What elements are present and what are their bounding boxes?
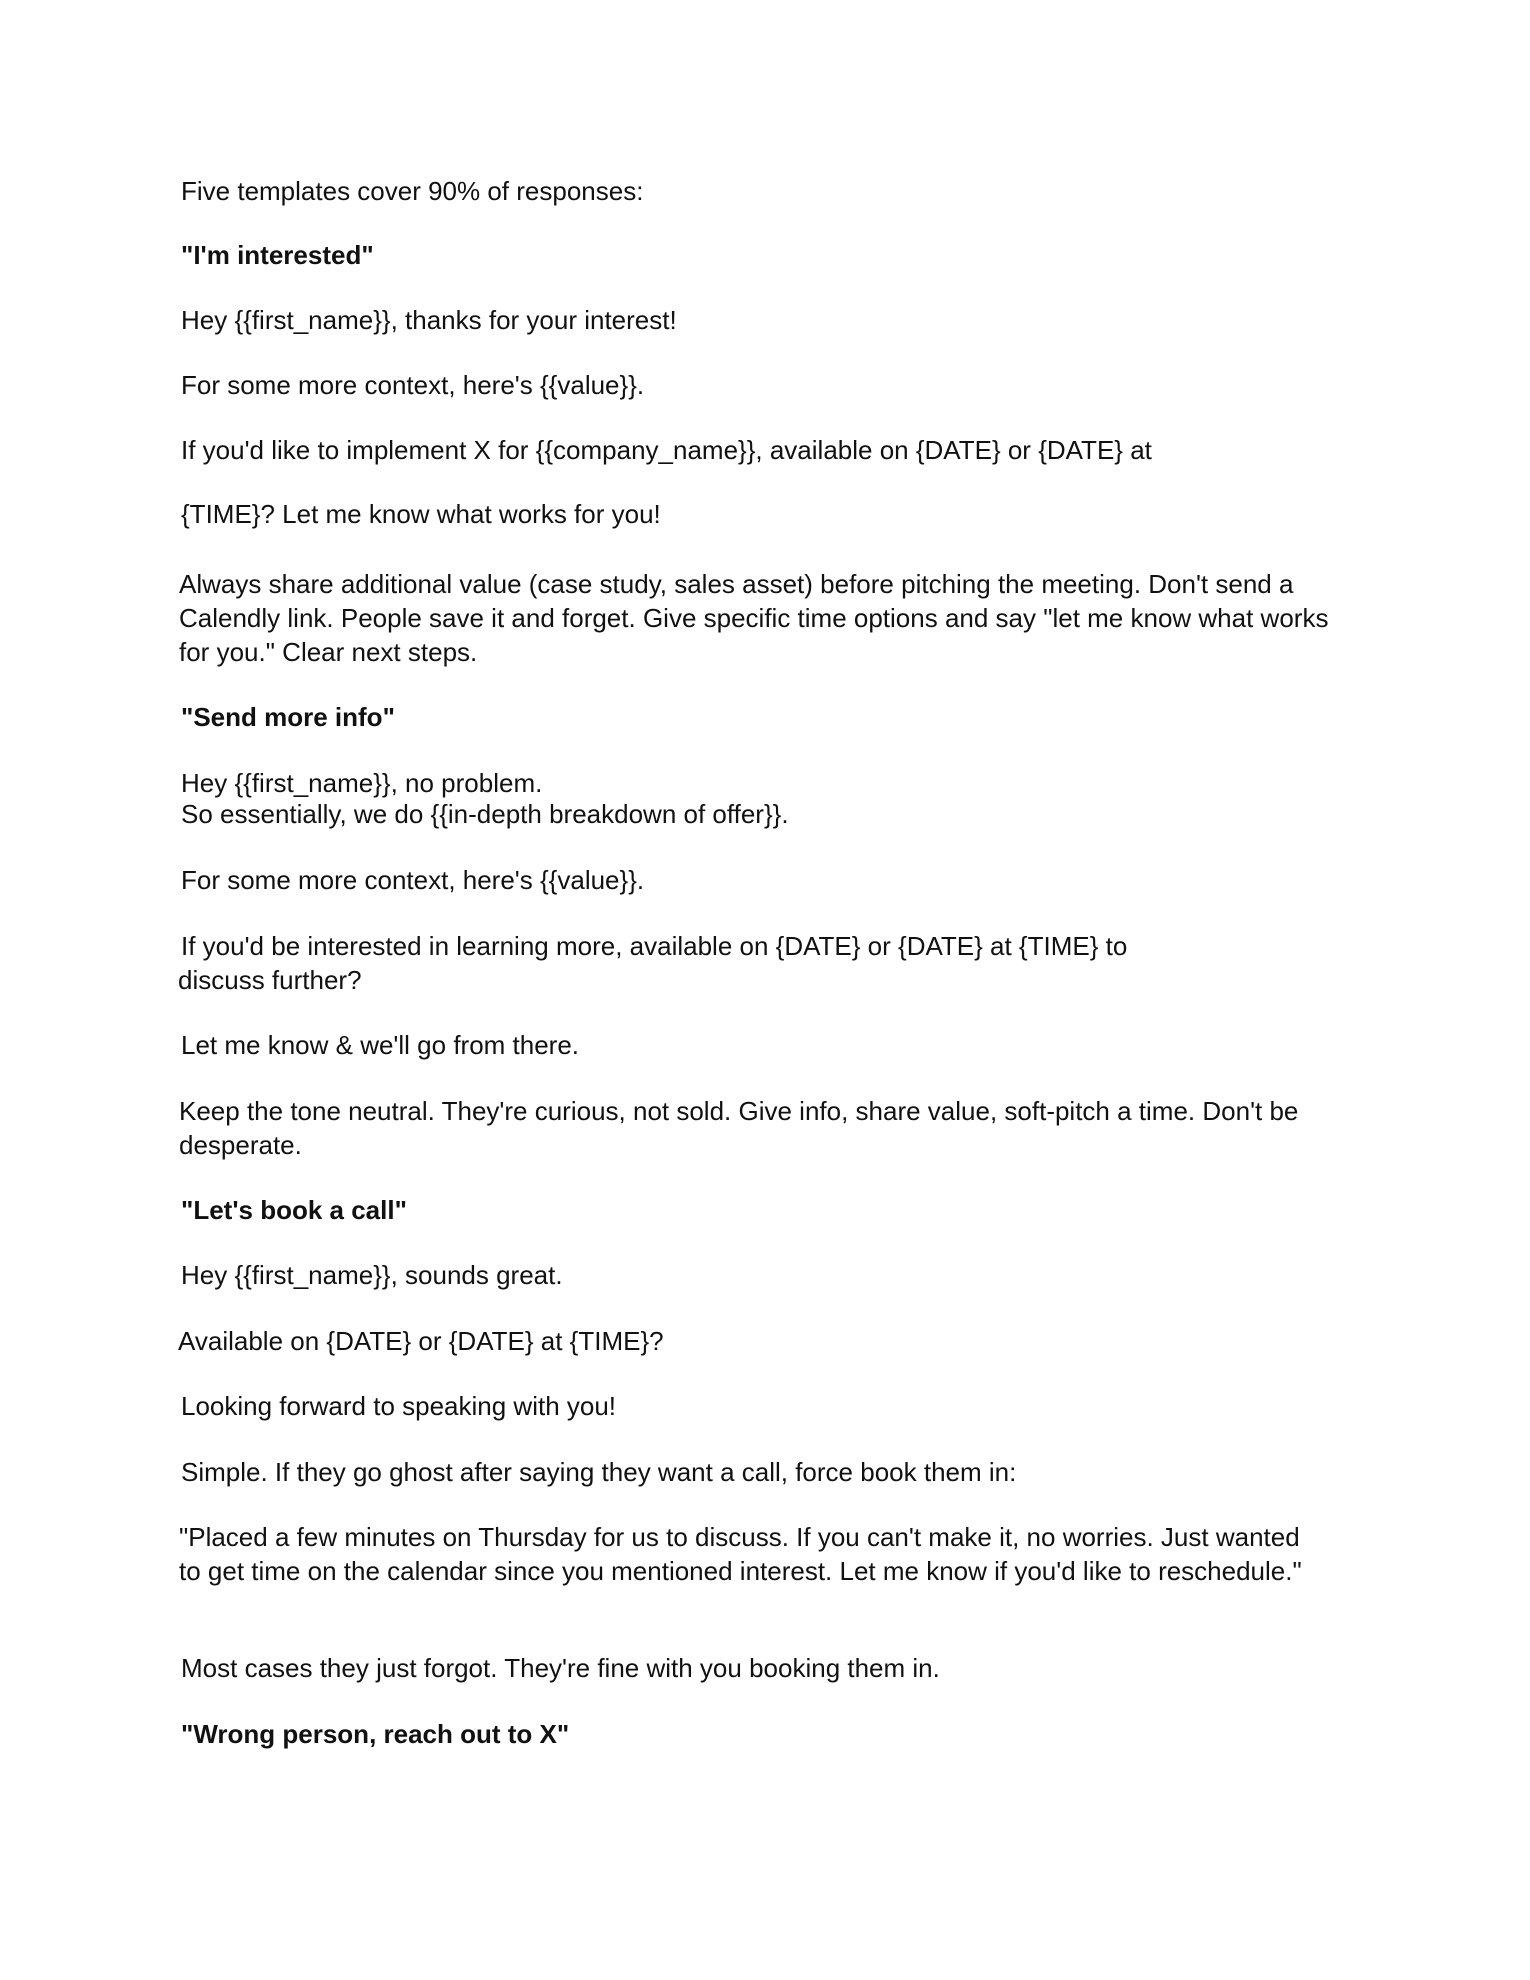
template-line: Hey {{first_name}}, thanks for your interest! bbox=[181, 305, 677, 335]
guidance-paragraph: Keep the tone neutral. They're curious, not sold. Give info, share value, soft-pitch a time. Don't be desperate. bbox=[179, 1096, 1299, 1160]
template-line: So essentially, we do {{in-depth breakdown of offer}}. bbox=[181, 799, 789, 829]
template-line: If you'd be interested in learning more, available on {DATE} or {DATE} at {TIME} to bbox=[181, 931, 1128, 961]
template-line: If you'd like to implement X for {{company_name}}, available on {DATE} or {DATE} at bbox=[181, 435, 1152, 465]
guidance-line: Most cases they just forgot. They're fine with you booking them in. bbox=[181, 1653, 940, 1683]
template-line: discuss further? bbox=[178, 965, 362, 995]
intro-text: Five templates cover 90% of responses: bbox=[181, 176, 644, 206]
section-heading-send-more-info: "Send more info" bbox=[181, 702, 395, 732]
guidance-line: Simple. If they go ghost after saying they want a call, force book them in: bbox=[181, 1457, 1017, 1487]
guidance-paragraph: Always share additional value (case study, sales asset) before pitching the meeting. Don't send a Calendly link. People save it and forget. Give specific time options and say "let me know what works for you." Clear next steps. bbox=[179, 569, 1329, 667]
template-line: For some more context, here's {{value}}. bbox=[181, 865, 645, 895]
template-line: Hey {{first_name}}, no problem. bbox=[181, 768, 543, 798]
section-heading-book-a-call: "Let's book a call" bbox=[181, 1195, 407, 1225]
force-book-quote: "Placed a few minutes on Thursday for us to discuss. If you can't make it, no worries. Just wanted to get time on the calendar since you mentioned interest. Let me know if you'd like to reschedule." bbox=[179, 1522, 1302, 1586]
template-line: For some more context, here's {{value}}. bbox=[181, 370, 645, 400]
template-line: {TIME}? Let me know what works for you! bbox=[181, 499, 661, 529]
section-heading-wrong-person: "Wrong person, reach out to X" bbox=[181, 1719, 570, 1749]
template-line: Hey {{first_name}}, sounds great. bbox=[181, 1260, 563, 1290]
template-line: Available on {DATE} or {DATE} at {TIME}? bbox=[178, 1326, 664, 1356]
template-line: Let me know & we'll go from there. bbox=[181, 1030, 580, 1060]
section-heading-interested: "I'm interested" bbox=[181, 240, 374, 270]
template-line: Looking forward to speaking with you! bbox=[181, 1391, 617, 1421]
